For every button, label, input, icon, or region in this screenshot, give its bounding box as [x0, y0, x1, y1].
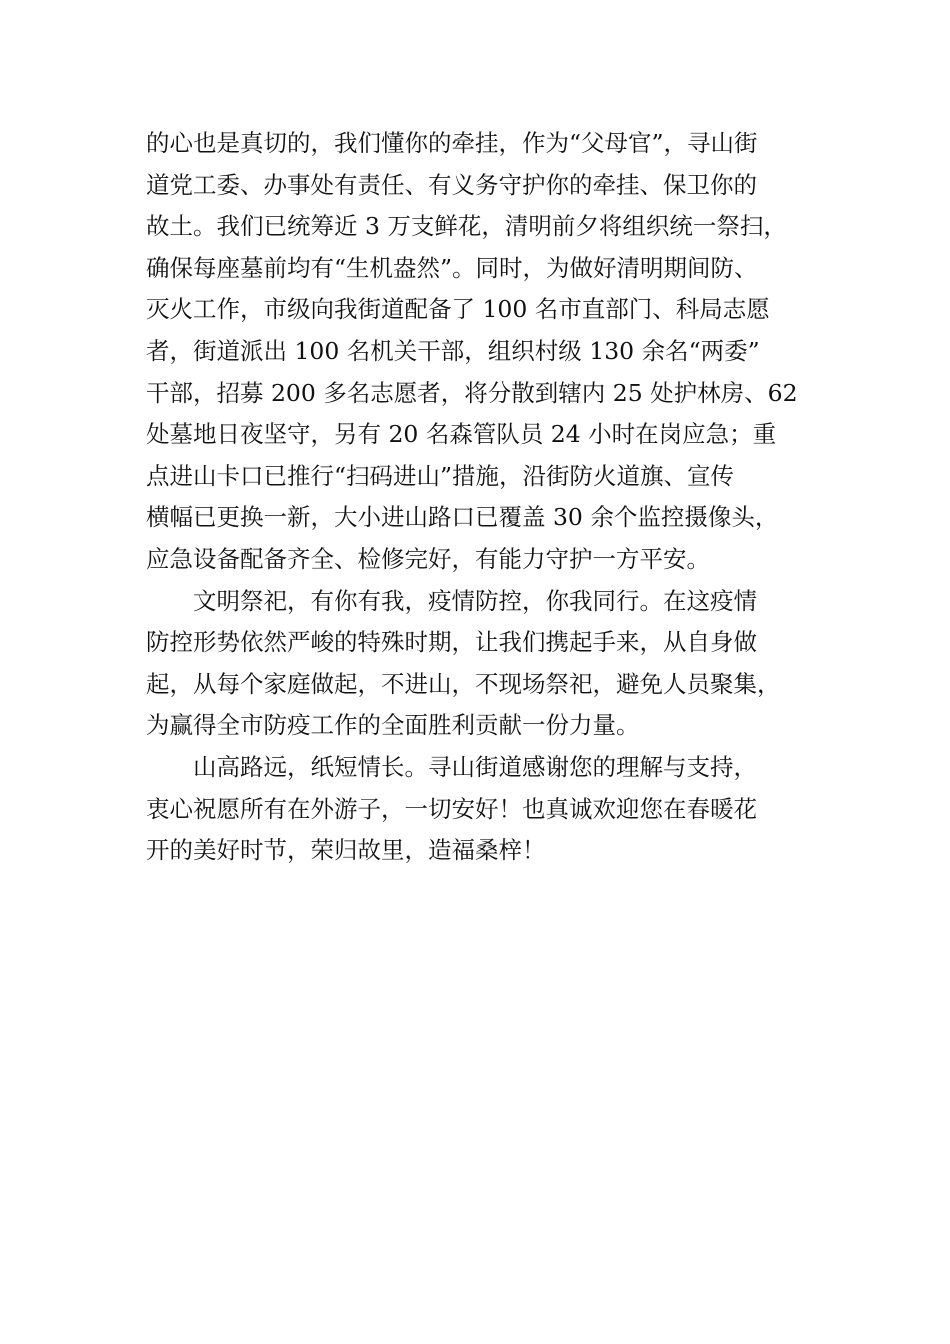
paragraph-1: [146, 123, 846, 581]
paragraph-line: 处墓地日夜坚守，另有 20 名森管队员 24 小时在岗应急；重: [146, 420, 777, 449]
paragraph-line: 点进山卡口已推行“扫码进山”措施，沿街防火道旗、宣传: [146, 461, 735, 490]
paragraph-line: 防控形势依然严峻的特殊时期，让我们携起手来，从自身做: [146, 628, 757, 657]
paragraph-line: 干部，招募 200 多名志愿者，将分散到辖内 25 处护林房、62: [146, 378, 798, 407]
paragraph-line: 为赢得全市防疫工作的全面胜利贡献一份力量。: [146, 711, 640, 740]
paragraph-line: 文明祭祀，有你有我，疫情防控，你我同行。在这疫情: [193, 586, 757, 615]
paragraph-line: 横幅已更换一新，大小进山路口已覆盖 30 余个监控摄像头，: [146, 503, 779, 532]
paragraph-line: 起，从每个家庭做起，不进山，不现场祭祀，避免人员聚集，: [146, 669, 781, 698]
paragraph-line: 开的美好时节，荣归故里，造福桑梓！: [146, 836, 546, 865]
paragraph-line: 灭火工作，市级向我街道配备了 100 名市直部门、科局志愿: [146, 295, 770, 324]
paragraph-line: 山高路远，纸短情长。寻山街道感谢您的理解与支持，: [193, 752, 757, 781]
paragraph-line: 道党工委、办事处有责任、有义务守护你的牵挂、保卫你的: [146, 170, 757, 199]
paragraph-line: 故土。我们已统筹近 3 万支鲜花，清明前夕将组织统一祭扫，: [146, 212, 787, 241]
document-body: [146, 123, 846, 872]
paragraph-line: 衷心祝愿所有在外游子，一切安好！也真诚欢迎您在春暖花: [146, 794, 757, 823]
paragraph-line: 的心也是真切的，我们懂你的牵挂，作为“父母官”，寻山街: [146, 129, 758, 157]
paragraph-2: [146, 581, 846, 747]
paragraph-3: [146, 747, 846, 872]
paragraph-line: 应急设备配备齐全、检修完好，有能力守护一方平安。: [146, 544, 710, 573]
paragraph-line: 者，街道派出 100 名机关干部，组织村级 130 余名“两委”: [146, 336, 760, 365]
paragraph-line: 确保每座墓前均有“生机盎然”。同时，为做好清明期间防、: [146, 253, 758, 282]
